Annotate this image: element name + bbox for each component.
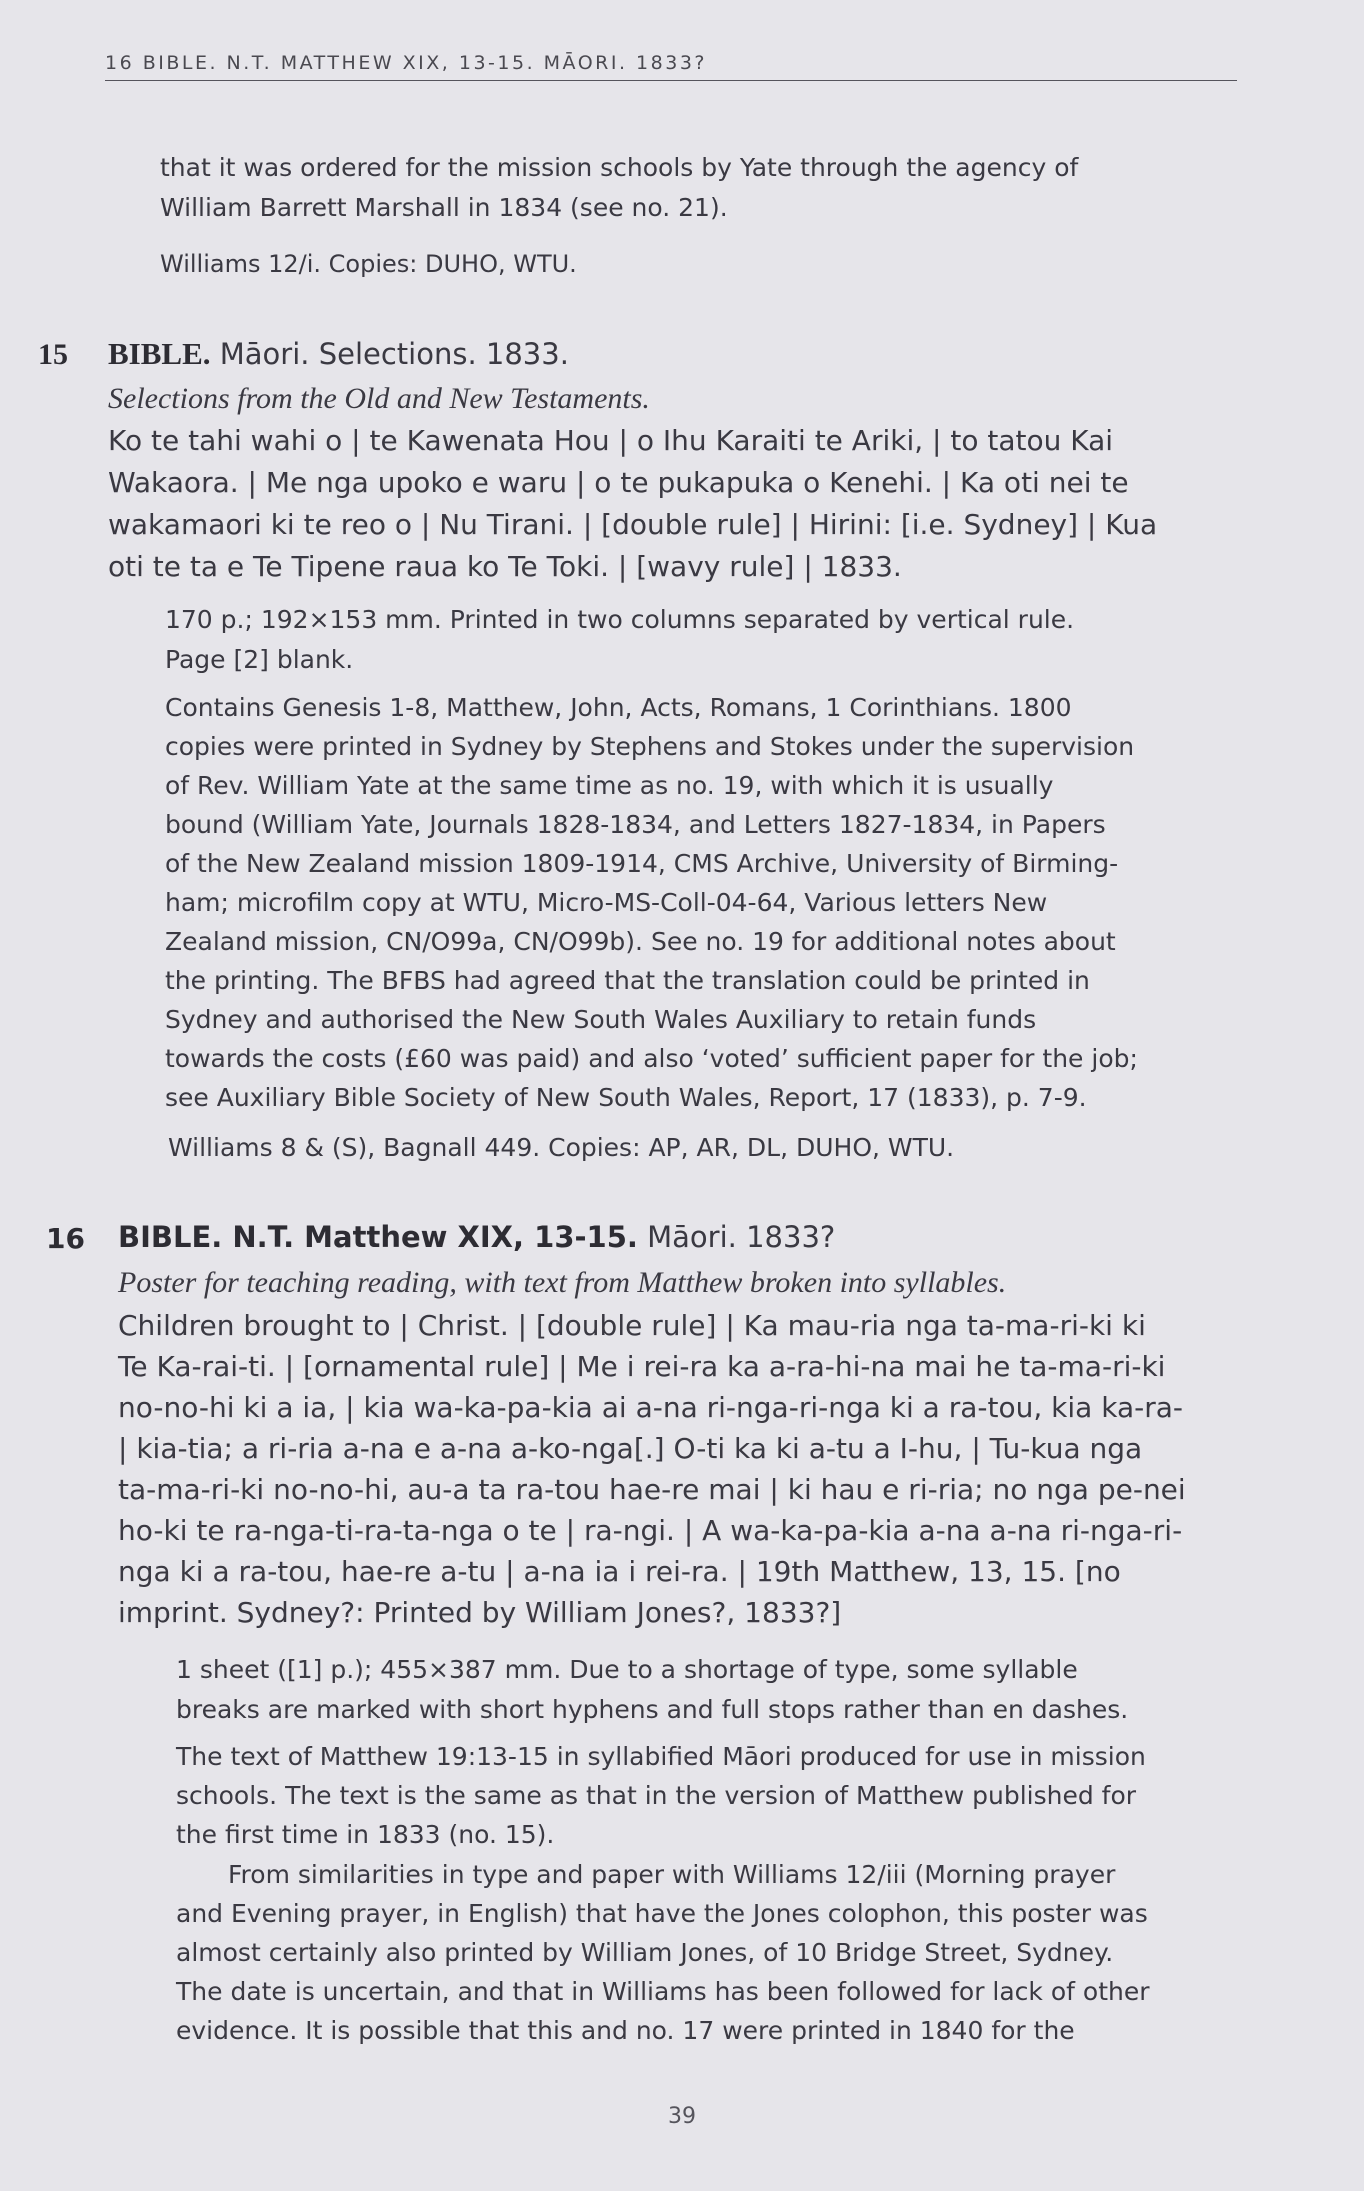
running-head: 16 BIBLE. N.T. MATTHEW XIX, 13-15. MĀORI. 1833? <box>105 52 1237 81</box>
heading-bold: BIBLE. N.T. Matthew XIX, 13-15. <box>118 1220 638 1254</box>
text-line: ham; microfilm copy at WTU, Micro-MS-Coll-04-64, Various letters New <box>165 888 1048 917</box>
physical-description <box>176 1650 1251 1730</box>
text-line: | kia-tia; a ri-ria a-na e a-na a-ko-nga[.] O-ti ka ki a-tu a I-hu, | Tu-kua nga <box>118 1432 1143 1465</box>
continuation-text <box>160 148 1240 228</box>
text-line: The text of Matthew 19:13-15 in syllabified Māori produced for use in mission <box>176 1742 1146 1771</box>
entry-title: Selections from the Old and New Testaments. <box>108 382 650 415</box>
text-line: ho-ki te ra-nga-ti-ra-ta-nga o te | ra-ngi. | A wa-ka-pa-kia a-na a-na ri-nga-ri- <box>118 1514 1183 1547</box>
text-line: copies were printed in Sydney by Stephens and Stokes under the supervision <box>165 732 1135 761</box>
heading-rest: Māori. Selections. 1833. <box>219 337 569 371</box>
text-line: Sydney and authorised the New South Wales Auxiliary to retain funds <box>165 1005 1037 1034</box>
text-line: ta-ma-ri-ki no-no-hi, au-a ta ra-tou hae-re mai | ki hau e ri-ria; no nga pe-nei <box>118 1473 1186 1506</box>
text-line: the first time in 1833 (no. 15). <box>176 1820 555 1849</box>
text-line: and Evening prayer, in English) that have the Jones colophon, this poster was <box>176 1899 1148 1928</box>
text-line: William Barrett Marshall in 1834 (see no. 21). <box>160 193 728 222</box>
entry-number: 15 <box>38 338 68 371</box>
text-line: 1 sheet ([1] p.); 455×387 mm. Due to a shortage of type, some syllable <box>176 1655 1078 1684</box>
text-line: Zealand mission, CN/O99a, CN/O99b). See no. 19 for additional notes about <box>165 927 1116 956</box>
text-line: Children brought to | Christ. | [double rule] | Ka mau-ria nga ta-ma-ri-ki ki <box>118 1309 1146 1342</box>
text-line: From similarities in type and paper with Williams 12/iii (Morning prayer <box>228 1860 1116 1889</box>
text-line: Contains Genesis 1-8, Matthew, John, Acts, Romans, 1 Corinthians. 1800 <box>165 693 1072 722</box>
text-line: of Rev. William Yate at the same time as no. 19, with which it is usually <box>165 771 1054 800</box>
continuation-reference: Williams 12/i. Copies: DUHO, WTU. <box>160 250 577 278</box>
text-line: almost certainly also printed by William Jones, of 10 Bridge Street, Sydney. <box>176 1938 1114 1967</box>
text-line: the printing. The BFBS had agreed that the translation could be printed in <box>165 966 1090 995</box>
text-line: Page [2] blank. <box>165 645 354 674</box>
text-line: nga ki a ra-tou, hae-re a-tu | a-na ia i rei-ra. | 19th Matthew, 13, 15. [no <box>118 1555 1121 1588</box>
text-line: imprint. Sydney?: Printed by William Jones?, 1833?] <box>118 1596 842 1629</box>
text-line: towards the costs (£60 was paid) and also ‘voted’ sufficient paper for the job; <box>165 1044 1138 1073</box>
page-number: 39 <box>668 2104 696 2129</box>
heading-rest: Māori. 1833? <box>647 1220 836 1254</box>
heading-bold: BIBLE. <box>108 336 211 371</box>
text-line: wakamaori ki te reo o | Nu Tirani. | [double rule] | Hirini: [i.e. Sydney] | Kua <box>108 508 1158 541</box>
text-line: oti te ta e Te Tipene raua ko Te Toki. | [wavy rule] | 1833. <box>108 550 902 583</box>
text-line: that it was ordered for the mission schools by Yate through the agency of <box>160 153 1079 182</box>
text-line: Ko te tahi wahi o | te Kawenata Hou | o Ihu Karaiti te Ariki, | to tatou Kai <box>108 424 1114 457</box>
title-transcription <box>108 420 1238 588</box>
text-line: evidence. It is possible that this and no. 17 were printed in 1840 for the <box>176 2016 1075 2045</box>
text-line: bound (William Yate, Journals 1828-1834, and Letters 1827-1834, in Papers <box>165 810 1106 839</box>
entry-reference: Williams 8 & (S), Bagnall 449. Copies: AP, AR, DL, DUHO, WTU. <box>168 1133 955 1162</box>
entry-notes <box>176 1737 1251 1854</box>
physical-description <box>165 600 1240 680</box>
entry-title: Poster for teaching reading, with text from Matthew broken into syllables. <box>118 1266 1007 1299</box>
text-line: of the New Zealand mission 1809-1914, CMS Archive, University of Birming- <box>165 849 1119 878</box>
text-line: see Auxiliary Bible Society of New South Wales, Report, 17 (1833), p. 7-9. <box>165 1083 1087 1112</box>
text-line: Te Ka-rai-ti. | [ornamental rule] | Me i rei-ra ka a-ra-hi-na mai he ta-ma-ri-ki <box>118 1350 1166 1383</box>
entry-heading <box>118 1220 835 1254</box>
text-line: 170 p.; 192×153 mm. Printed in two columns separated by vertical rule. <box>165 605 1075 634</box>
title-transcription <box>118 1305 1248 1633</box>
text-line: Wakaora. | Me nga upoko e waru | o te pukapuka o Kenehi. | Ka oti nei te <box>108 466 1129 499</box>
entry-notes-continued <box>176 1855 1251 2050</box>
entry-notes <box>165 688 1240 1117</box>
text-line: The date is uncertain, and that in Williams has been followed for lack of other <box>176 1977 1150 2006</box>
text-line: breaks are marked with short hyphens and full stops rather than en dashes. <box>176 1695 1129 1724</box>
entry-number: 16 <box>46 1222 85 1255</box>
text-line: no-no-hi ki a ia, | kia wa-ka-pa-kia ai a-na ri-nga-ri-nga ki a ra-tou, kia ka-ra- <box>118 1391 1183 1424</box>
entry-heading <box>108 336 569 372</box>
text-line: schools. The text is the same as that in the version of Matthew published for <box>176 1781 1137 1810</box>
